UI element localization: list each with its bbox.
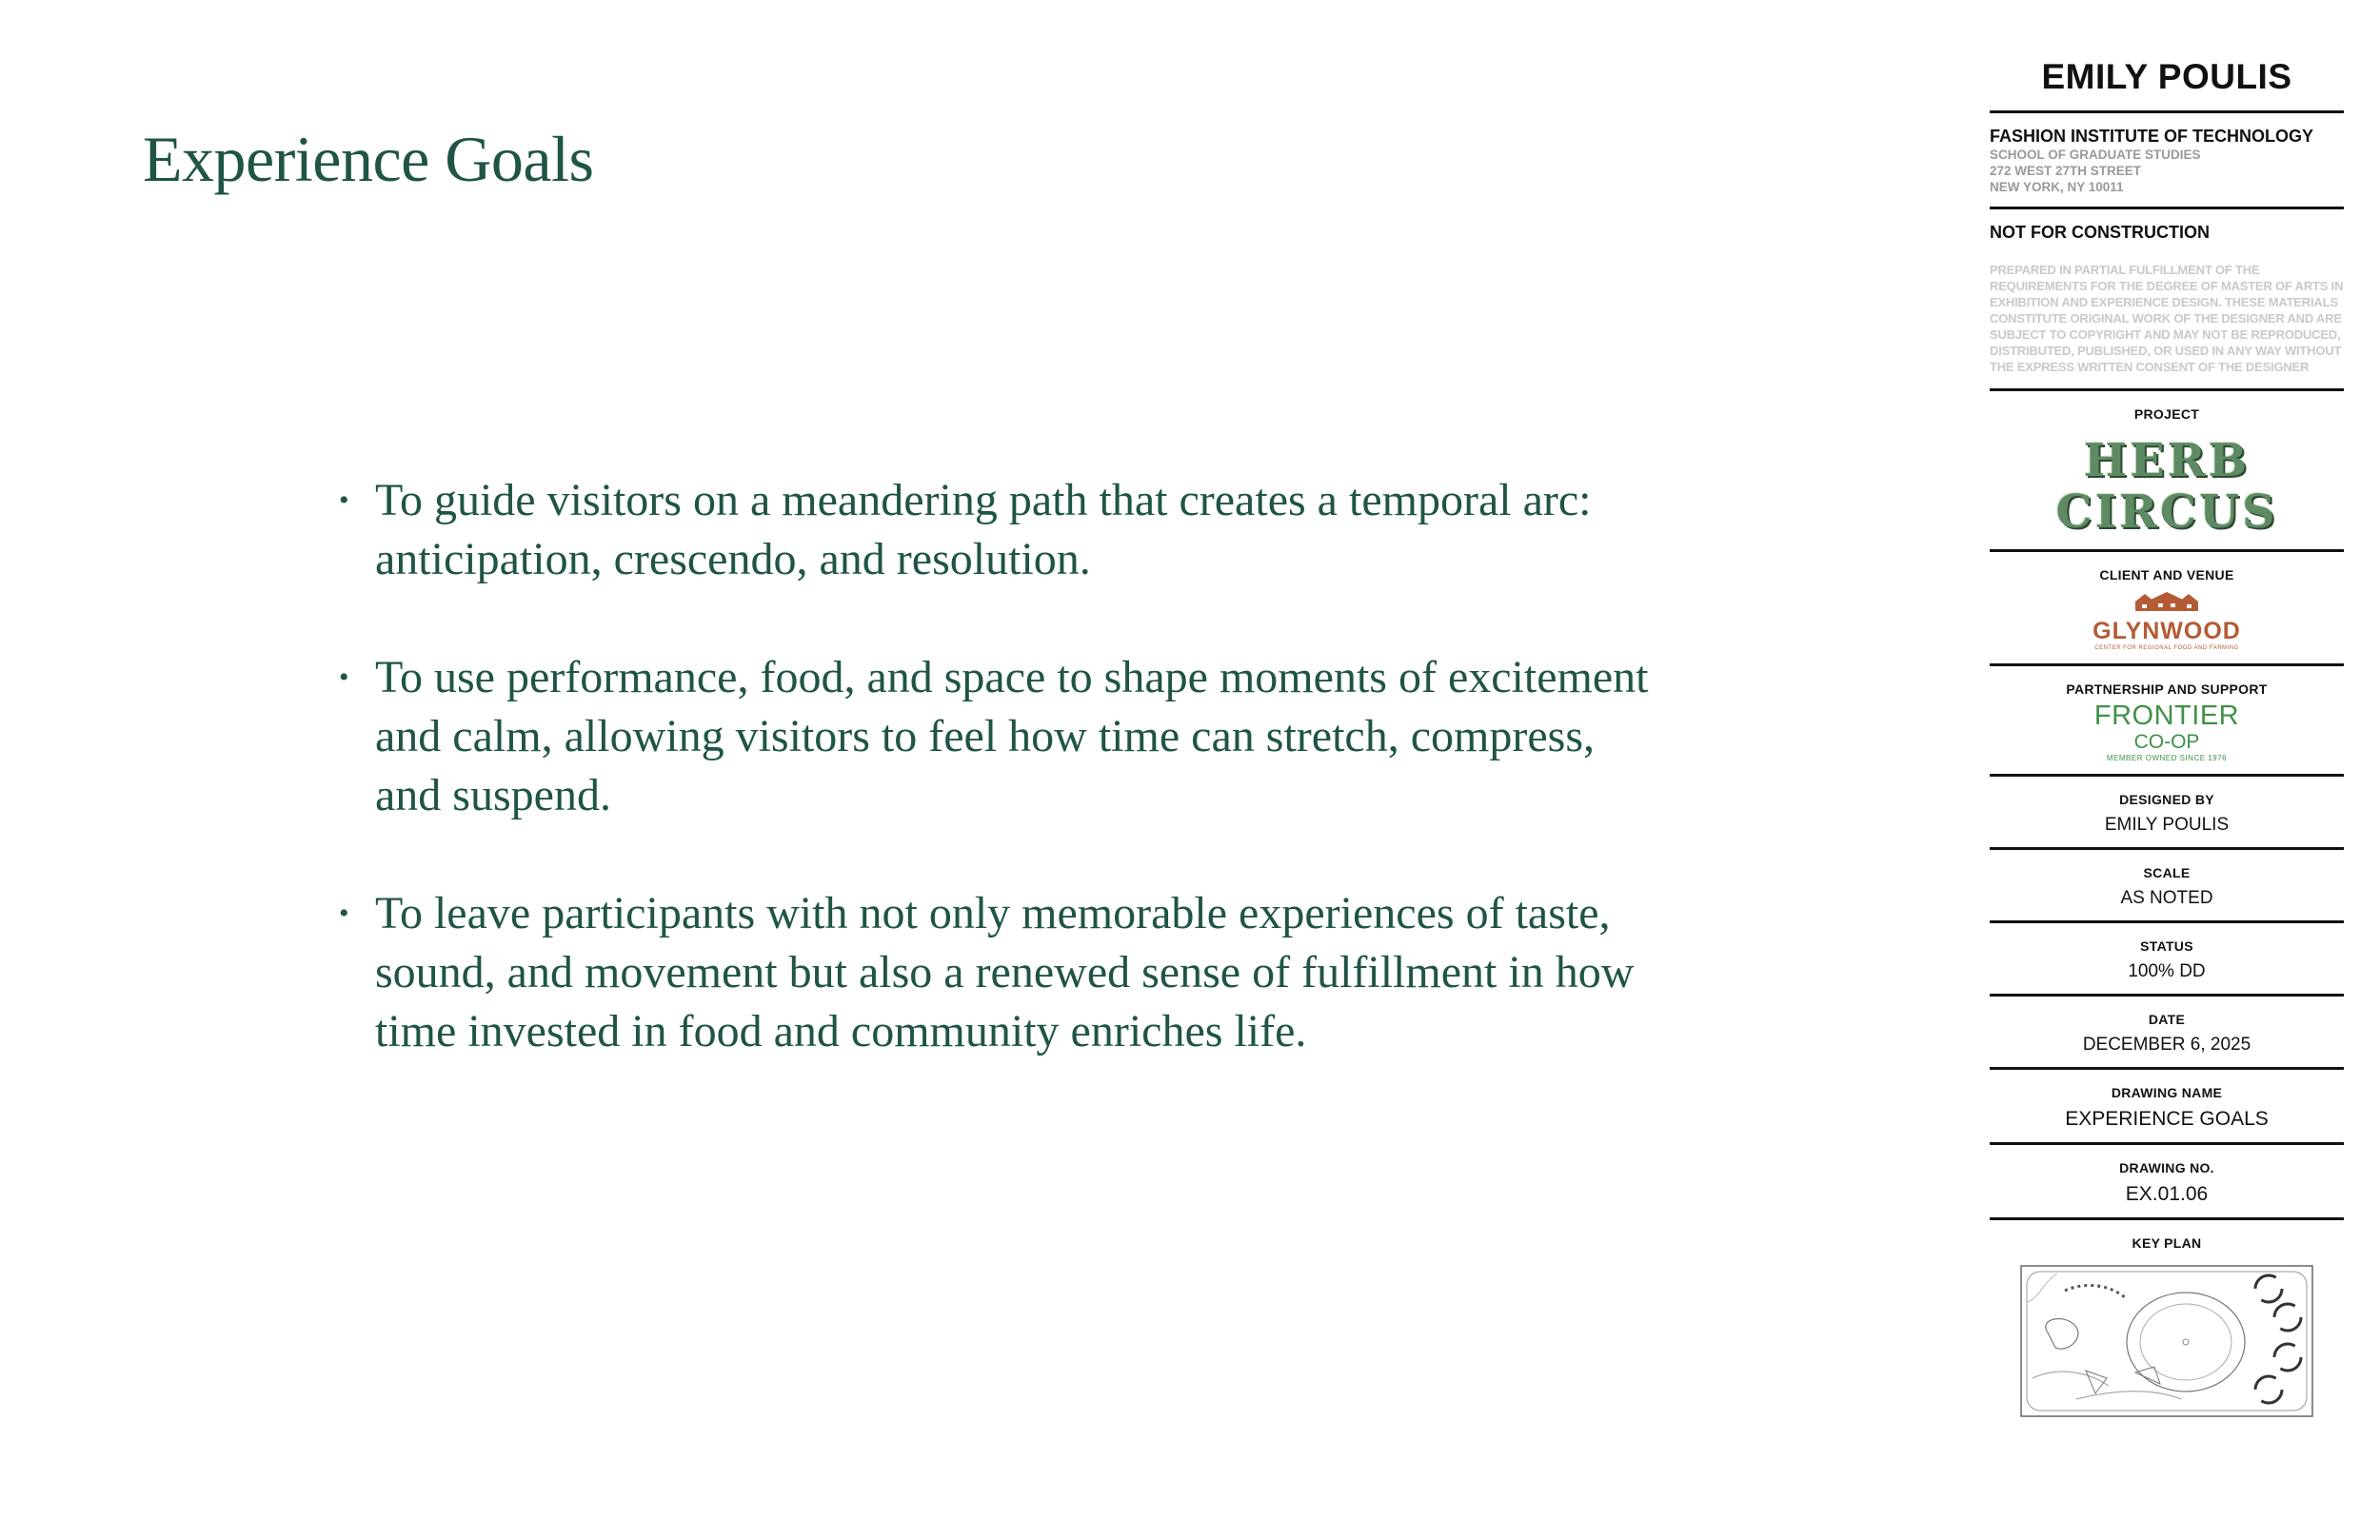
goal-text: To leave participants with not only memorable experiences of taste, sound, and movement but also a renewed sense of fulfillment in how time invested in food and community enriches life. bbox=[375, 888, 1635, 1056]
status-section bbox=[1990, 923, 2344, 997]
glynwood-tagline: CENTER FOR REGIONAL FOOD AND FARMING bbox=[2094, 645, 2239, 651]
logo-line-1: HERB bbox=[2083, 434, 2251, 487]
drawing-name-section bbox=[1990, 1070, 2344, 1145]
designed-by-section bbox=[1990, 777, 2344, 850]
key-plan-drawing bbox=[2019, 1264, 2314, 1418]
school-section bbox=[1990, 113, 2344, 209]
disclaimer-text: PREPARED IN PARTIAL FULFILLMENT OF THE REQUIREMENTS FOR THE DEGREE OF MASTER OF ARTS IN EXHIBITION AND EXPERIENCE DESIGN. THESE MATERIALS CONSTITUTE ORIGINAL WORK OF THE DESIGNER AND ARE SUBJECT TO COPYRIGHT AND MAY NOT BE REPRODUCED, DISTRIBUTED, PUBLISHED, OR USED IN ANY WAY WITHOUT THE EXPRESS WRITTEN CONSENT OF THE DESIGNER bbox=[1990, 263, 2344, 374]
designed-by-label: DESIGNED BY bbox=[2119, 792, 2214, 807]
status-label: STATUS bbox=[2140, 938, 2193, 954]
goal-item bbox=[333, 884, 1666, 1061]
client-section bbox=[1990, 552, 2344, 666]
client-label: CLIENT AND VENUE bbox=[2099, 567, 2234, 582]
designed-by-value: EMILY POULIS bbox=[2104, 815, 2230, 835]
drawing-name-value: EXPERIENCE GOALS bbox=[2065, 1108, 2269, 1130]
goals-list bbox=[333, 471, 1666, 1120]
key-plan-section bbox=[1990, 1220, 2344, 1430]
goal-item bbox=[333, 648, 1666, 825]
project-section bbox=[1990, 391, 2344, 552]
page-title: Experience Goals bbox=[143, 123, 594, 195]
drawing-no-section bbox=[1990, 1145, 2344, 1220]
scale-label: SCALE bbox=[2143, 865, 2191, 880]
date-value: DECEMBER 6, 2025 bbox=[2082, 1035, 2251, 1055]
date-section bbox=[1990, 997, 2344, 1070]
drawing-name-label: DRAWING NAME bbox=[2111, 1085, 2223, 1100]
scale-section bbox=[1990, 850, 2344, 923]
barn-icon bbox=[2133, 590, 2200, 613]
key-plan-label: KEY PLAN bbox=[2132, 1235, 2202, 1251]
scale-value: AS NOTED bbox=[2120, 888, 2213, 908]
designer-name: EMILY POULIS bbox=[1990, 57, 2344, 113]
goal-text: To use performance, food, and space to shape moments of excitement and calm, allowing visitors to feel how time can stretch, compress, and suspend. bbox=[375, 652, 1649, 820]
title-block bbox=[1990, 57, 2344, 1430]
drawing-no-label: DRAWING NO. bbox=[2119, 1160, 2214, 1175]
frontier-coop-logo bbox=[1990, 702, 2344, 762]
goal-item bbox=[333, 471, 1666, 589]
glynwood-wordmark: GLYNWOOD bbox=[2092, 618, 2241, 644]
school-name: SCHOOL OF GRADUATE STUDIES bbox=[1990, 148, 2201, 162]
not-for-construction-label: NOT FOR CONSTRUCTION bbox=[1990, 223, 2210, 242]
coop-wordmark: CO-OP bbox=[2133, 731, 2200, 753]
glynwood-logo bbox=[1990, 590, 2344, 652]
frontier-tagline: MEMBER OWNED SINCE 1976 bbox=[2106, 754, 2228, 762]
logo-line-2: CIRCUS bbox=[2055, 485, 2278, 539]
date-label: DATE bbox=[2148, 1012, 2186, 1027]
bullet-icon: • bbox=[339, 484, 349, 516]
status-value: 100% DD bbox=[2128, 961, 2206, 981]
partner-label: PARTNERSHIP AND SUPPORT bbox=[2066, 681, 2268, 697]
project-label: PROJECT bbox=[2133, 406, 2200, 422]
drawing-no-value: EX.01.06 bbox=[2125, 1183, 2209, 1205]
bullet-icon: • bbox=[339, 661, 349, 693]
herb-circus-logo bbox=[1990, 435, 2344, 538]
address-line-2: NEW YORK, NY 10011 bbox=[1990, 180, 2124, 194]
partner-section bbox=[1990, 666, 2344, 777]
bullet-icon: • bbox=[339, 898, 349, 929]
not-for-construction-section bbox=[1990, 209, 2344, 391]
frontier-wordmark: FRONTIER bbox=[2093, 701, 2240, 731]
goal-text: To guide visitors on a meandering path that creates a temporal arc: anticipation, crescendo, and resolution. bbox=[375, 475, 1592, 584]
address-line-1: 272 WEST 27TH STREET bbox=[1990, 164, 2142, 178]
institution-name: FASHION INSTITUTE OF TECHNOLOGY bbox=[1990, 127, 2314, 146]
